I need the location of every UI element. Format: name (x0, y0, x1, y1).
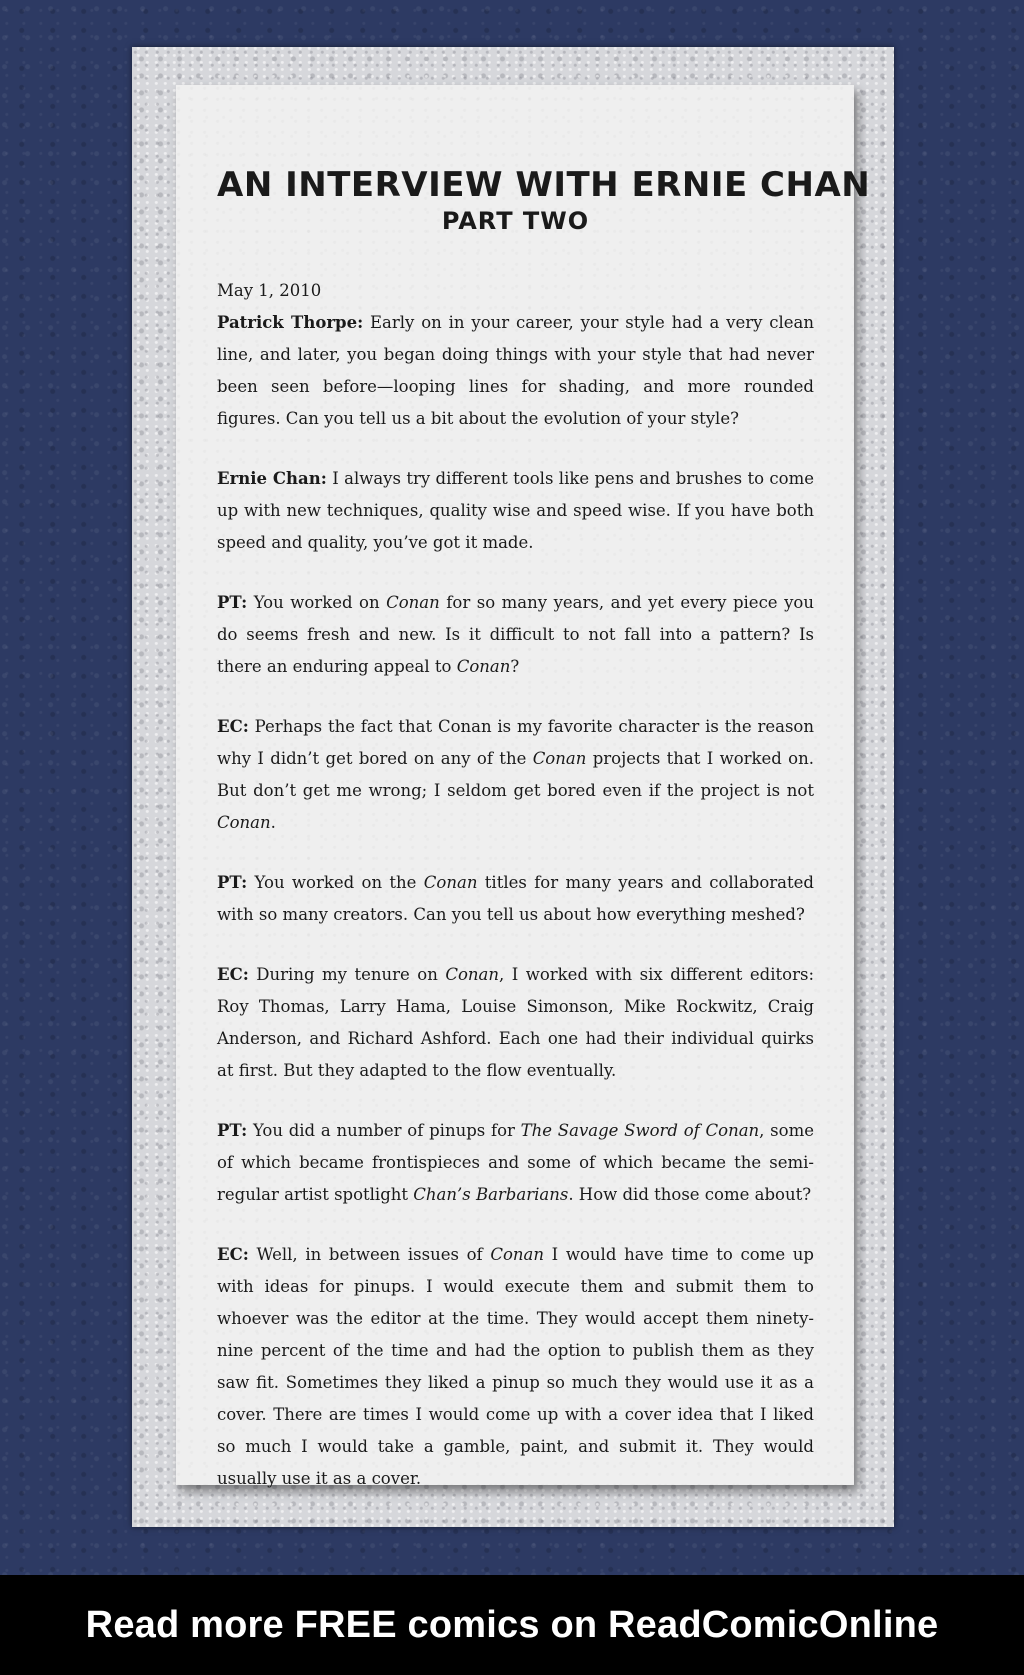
italic-title: Conan (423, 873, 478, 892)
speaker-label: EC: (217, 717, 249, 736)
paragraph-text: , I worked with six different editors: Roy Thomas, Larry Hama, Louise Simonson, Mike Rockwitz, Craig Anderson, and Richard Ashford. Each one had their individual quirks at first. But they adapted to the flow eventually. (217, 965, 815, 1080)
paragraph-text: Early on in your career, your style had a very clean line, and later, you began doing things with your style that had never been seen before—looping lines for shading, and more rounded figures. Can you tell us a bit about the evolution of your style? (217, 313, 815, 428)
speaker-label: Patrick Thorpe: (217, 313, 364, 332)
paragraph-text: I always try different tools like pens and brushes to come up with new techniques, quality wise and speed wise. If you have both speed and quality, you’ve got it made. (217, 469, 814, 552)
speaker-label: EC: (217, 1245, 249, 1264)
paragraph-text: . (270, 813, 276, 832)
speaker-label: EC: (217, 965, 249, 984)
paragraph-text: for so many years, and yet every piece you do seems fresh and new. Is it difficult to not fall into a pattern? Is there an enduring appeal to (217, 593, 814, 676)
italic-title: Chan’s Barbarians (413, 1185, 569, 1204)
paragraph-text: projects that I worked on. But don’t get me wrong; I seldom get bored even if the project is not (217, 749, 814, 800)
speaker-label: PT: (217, 873, 248, 892)
paragraph-text: titles for many years and collaborated with so many creators. Can you tell us about how everything meshed? (217, 873, 814, 924)
article-title: AN INTERVIEW WITH ERNIE CHAN (217, 165, 871, 205)
paragraph-text: , some of which became frontispieces and some of which became the semi-regular artist spotlight (217, 1121, 814, 1204)
paragraph-text: During my tenure on (248, 965, 446, 984)
speaker-label: Ernie Chan: (217, 469, 327, 488)
interview-list (217, 307, 814, 1495)
paragraph-text: Perhaps the fact that Conan is my favorite character is the reason why I didn’t get bored on any of the (217, 717, 814, 768)
interview-paragraph (217, 1115, 814, 1211)
italic-title: The Savage Sword of Conan (520, 1121, 760, 1140)
italic-title: Conan (386, 593, 440, 612)
speaker-label: PT: (217, 593, 248, 612)
article-panel (176, 85, 871, 1488)
paragraph-text: Well, in between issues of (248, 1245, 491, 1264)
article-date: May 1, 2010 (217, 281, 322, 300)
paragraph-text: ? (510, 657, 520, 676)
italic-title: Conan (445, 965, 499, 984)
article-body (217, 275, 814, 1495)
footer-link-text[interactable]: Read more FREE comics on ReadComicOnline (85, 1603, 939, 1646)
italic-title: Conan (217, 813, 271, 832)
interview-paragraph (217, 1239, 814, 1495)
speaker-label: PT: (217, 1121, 248, 1140)
interview-paragraph (217, 463, 814, 559)
footer-banner[interactable] (0, 1575, 1024, 1675)
paragraph-text: . How did those come about? (568, 1185, 812, 1204)
paragraph-text: I would have time to come up with ideas for pinups. I would execute them and submit them to whoever was the editor at the time. They would accept them ninety-nine percent of the time and had the option to publish them as they saw fit. Sometimes they liked a pinup so much they would use it as a cover. There are times I would come up with a cover idea that I liked so much I would take a gamble, paint, and submit it. They would usually use it as a cover. (217, 1245, 814, 1488)
interview-paragraph (217, 867, 814, 931)
interview-paragraph (217, 959, 814, 1087)
italic-title: Conan (490, 1245, 544, 1264)
interview-paragraph (217, 711, 814, 839)
paragraph-text: You worked on (247, 593, 387, 612)
paragraph-text: You did a number of pinups for (247, 1121, 521, 1140)
italic-title: Conan (532, 749, 587, 768)
italic-title: Conan (456, 657, 511, 676)
paragraph-text: You worked on the (247, 873, 424, 892)
article-subtitle: PART TWO (441, 207, 590, 235)
interview-paragraph (217, 307, 814, 435)
interview-paragraph (217, 587, 814, 683)
